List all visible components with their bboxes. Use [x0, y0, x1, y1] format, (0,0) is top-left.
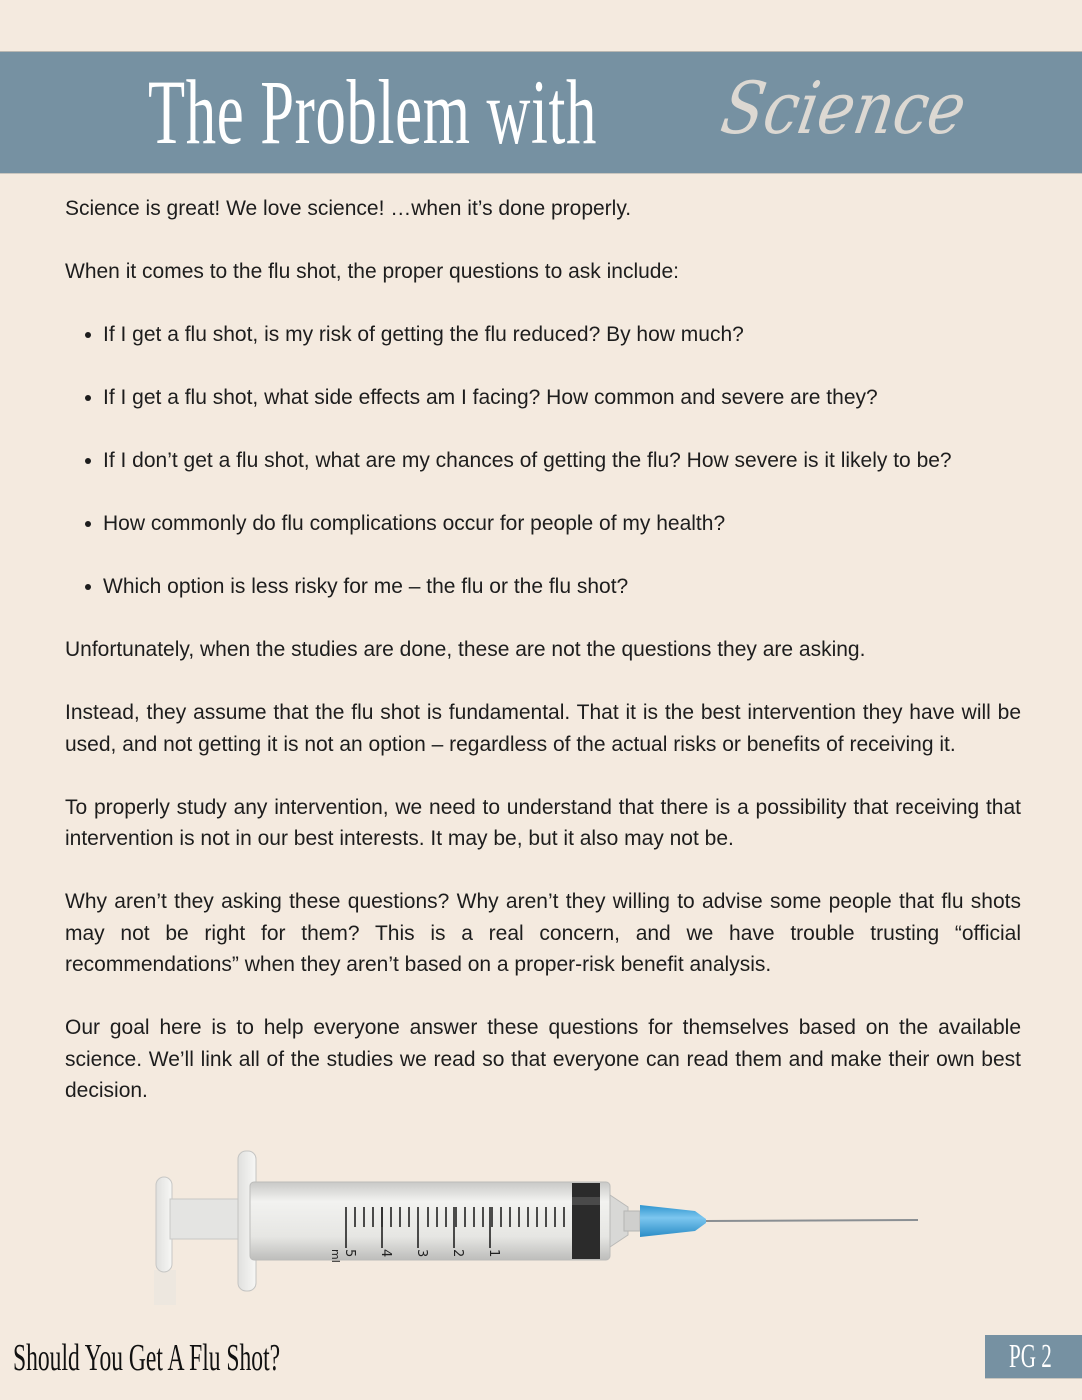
list-item: If I get a flu shot, what side effects am I facing? How common and severe are they? — [85, 382, 1021, 414]
list-item: Which option is less risky for me – the flu or the flu shot? — [85, 571, 1021, 603]
list-item: If I get a flu shot, is my risk of getting the flu reduced? By how much? — [85, 319, 1021, 351]
question-list — [65, 319, 1021, 603]
syringe-icon — [150, 1145, 930, 1305]
scale-label-5: 5 — [342, 1249, 357, 1258]
page-title: The Problem with — [148, 61, 598, 163]
paragraph: Our goal here is to help everyone answer these questions for themselves based on the available science. We’ll link all of the studies we read so that everyone can read them and make their own best decision. — [65, 1016, 1021, 1102]
paragraph: Unfortunately, when the studies are done, these are not the questions they are asking. — [65, 638, 866, 661]
document-title: Should You Get A Flu Shot? — [13, 1337, 281, 1379]
paragraph: Instead, they assume that the flu shot is fundamental. That it is the best intervention they have will be used, and not getting it is not an option – regardless of the actual risks or benefits of receiving it. — [65, 701, 1021, 756]
paragraph: To properly study any intervention, we need to understand that there is a possibility that receiving that intervention is not in our best interests. It may be, but it also may not be. — [65, 795, 1021, 850]
scale-label-1: 1 — [486, 1249, 501, 1258]
list-item: How commonly do flu complications occur for people of my health? — [85, 508, 1021, 540]
body-content — [65, 193, 1021, 1107]
title-banner — [0, 51, 1082, 174]
scale-label-3: 3 — [414, 1249, 429, 1258]
page-number: PG 2 — [1009, 1338, 1052, 1375]
paragraph: Why aren’t they asking these questions? Why aren’t they willing to advise some people that flu shots may not be right for them? This is a real concern, and we have trouble trusting “official recommendations” when they aren’t based on a proper-risk benefit analysis. — [65, 890, 1021, 976]
scale-label-4: 4 — [378, 1249, 393, 1258]
scale-unit: ml — [329, 1249, 342, 1263]
list-item: If I don’t get a flu shot, what are my chances of getting the flu? How severe is it likely to be? — [85, 445, 1021, 477]
intro-paragraph: Science is great! We love science! …when it’s done properly. — [65, 197, 632, 220]
page-title-script: Science — [715, 66, 973, 150]
scale-label-2: 2 — [450, 1249, 465, 1258]
lead-in-paragraph: When it comes to the flu shot, the proper questions to ask include: — [65, 260, 680, 283]
page-number-badge — [985, 1335, 1082, 1379]
